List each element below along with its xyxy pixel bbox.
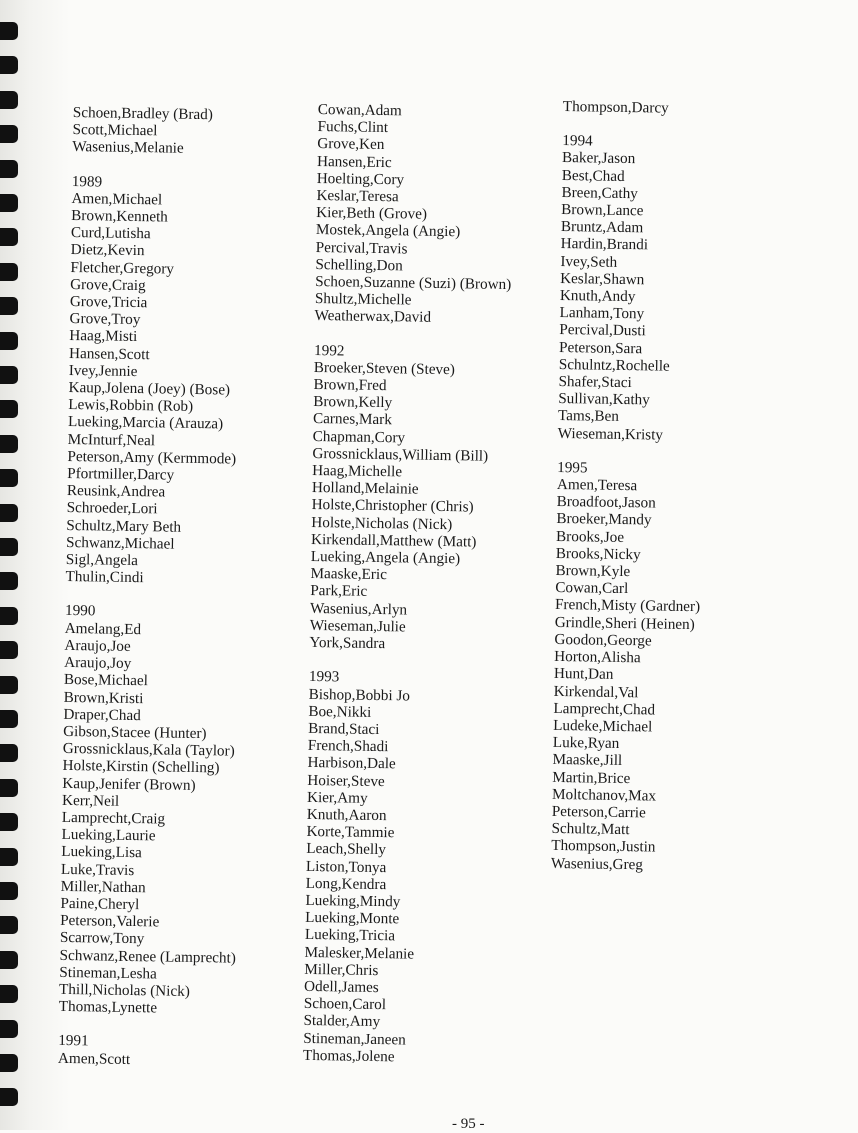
binding-coil	[0, 366, 18, 384]
year-heading: 1993	[308, 668, 340, 686]
name-entry: Wieseman,Kristy	[557, 424, 664, 444]
name-entry: Amelang,Ed	[64, 619, 142, 638]
binding-coil	[0, 710, 18, 728]
name-entry: Stineman,Janeen	[303, 1029, 406, 1049]
name-entry: Miller,Chris	[304, 960, 379, 979]
binding-coil	[0, 813, 18, 831]
name-entry: Maaske,Eric	[310, 565, 388, 584]
name-entry: Paine,Cheryl	[60, 894, 140, 914]
name-entry: Lueking,Laurie	[61, 826, 156, 845]
name-entry: Schwanz,Renee (Lamprecht)	[59, 946, 237, 967]
name-entry: Ludeke,Michael	[553, 716, 653, 736]
binding-coil	[0, 91, 18, 109]
binding-coil	[0, 332, 18, 350]
name-column-1	[58, 104, 249, 1069]
name-entry: Schultz,Matt	[551, 820, 630, 839]
name-column-3	[551, 98, 708, 874]
name-entry: Thomas,Lynette	[58, 998, 158, 1017]
name-entry: Hansen,Scott	[68, 344, 150, 363]
name-entry: Thulin,Cindi	[65, 568, 144, 587]
name-entry: Schulntz,Rochelle	[558, 355, 670, 375]
name-entry: Brown,Kristi	[63, 688, 144, 707]
name-entry: Scarrow,Tony	[59, 929, 145, 948]
name-entry: Schwanz,Michael	[65, 533, 175, 553]
binding-coil	[0, 1020, 18, 1038]
name-entry: Sullivan,Kathy	[558, 390, 650, 409]
name-entry: Kirkendal,Val	[553, 682, 639, 701]
name-entry: Schoen,Bradley (Brad)	[72, 104, 214, 124]
name-entry: Odell,James	[303, 977, 379, 997]
binding-coil	[0, 779, 18, 797]
name-entry: Leach,Shelly	[306, 840, 387, 859]
name-entry: Grove,Troy	[69, 310, 141, 329]
name-entry: Peterson,Amy (Kermmode)	[67, 447, 237, 468]
name-entry: Breen,Cathy	[561, 183, 638, 202]
name-entry: Wasenius,Arlyn	[309, 599, 408, 619]
binding-coil	[0, 125, 18, 143]
name-entry: Kerr,Neil	[61, 791, 120, 810]
binding-coil	[0, 985, 18, 1003]
name-entry: Luke,Travis	[60, 860, 135, 879]
name-entry: Lueking,Mindy	[305, 891, 401, 911]
name-entry: Brown,Fred	[313, 376, 387, 395]
name-entry: McInturf,Neal	[67, 430, 156, 449]
name-entry: Ivey,Jennie	[68, 361, 138, 380]
name-entry: Malesker,Melanie	[304, 943, 415, 963]
name-entry: Haag,Misti	[69, 327, 138, 346]
binding-coil	[0, 228, 18, 246]
binding-coil	[0, 882, 18, 900]
name-entry: Kirkendall,Matthew (Matt)	[310, 530, 477, 551]
name-entry: Cowan,Adam	[317, 101, 402, 120]
name-entry: York,Sandra	[309, 634, 386, 653]
name-entry: Grossnicklaus,William (Bill)	[312, 444, 489, 465]
name-entry: Araujo,Joy	[64, 654, 132, 673]
year-heading: 1991	[58, 1032, 89, 1050]
name-entry: Stalder,Amy	[303, 1012, 381, 1031]
name-entry: Schoen,Carol	[303, 995, 387, 1014]
year-heading: 1992	[313, 341, 345, 360]
name-entry: Peterson,Sara	[558, 338, 643, 357]
year-heading: 1990	[64, 602, 96, 620]
year-heading: 1989	[71, 172, 103, 191]
name-entry: Lueking,Marcia (Arauza)	[67, 413, 224, 433]
name-entry: Lamprecht,Craig	[61, 808, 166, 828]
name-entry: Haag,Michelle	[312, 462, 403, 481]
name-entry: Bose,Michael	[63, 671, 149, 690]
name-entry: Broadfoot,Jason	[556, 493, 656, 512]
binding-coil	[0, 297, 18, 315]
name-entry: Fletcher,Gregory	[70, 258, 175, 278]
name-entry: Chapman,Cory	[312, 427, 406, 447]
name-entry: Grove,Ken	[317, 135, 385, 154]
name-entry: Schroeder,Lori	[66, 499, 158, 518]
binding-coil	[0, 1054, 18, 1072]
name-entry: Schultz,Mary Beth	[66, 516, 182, 536]
name-entry: Harbison,Dale	[307, 754, 396, 773]
name-entry: Amen,Michael	[71, 189, 163, 209]
name-entry: Korte,Tammie	[306, 823, 395, 842]
page-number: - 95 -	[452, 1116, 485, 1132]
name-entry: Thomas,Jolene	[302, 1046, 395, 1066]
name-entry: Liston,Tonya	[305, 857, 387, 876]
name-entry: Wieseman,Julie	[309, 616, 406, 636]
name-entry: Brown,Kelly	[313, 393, 393, 412]
name-entry: Hoiser,Steve	[307, 771, 385, 790]
binding-coil	[0, 607, 18, 625]
name-entry: Draper,Chad	[63, 705, 141, 724]
binding-coil	[0, 951, 18, 969]
name-entry: Bishop,Bobbi Jo	[308, 685, 411, 705]
name-entry: French,Shadi	[307, 737, 389, 756]
binding-coil	[0, 1088, 18, 1106]
name-entry: Lueking,Angela (Angie)	[310, 548, 461, 568]
name-entry: Brown,Lance	[561, 201, 644, 220]
name-entry: Brooks,Joe	[555, 527, 625, 546]
name-entry: Percival,Dusti	[559, 321, 646, 340]
year-heading: 1994	[562, 132, 593, 150]
name-entry: Holland,Melainie	[311, 479, 419, 498]
name-entry: Reusink,Andrea	[66, 482, 166, 501]
name-entry: Schoen,Suzanne (Suzi) (Brown)	[315, 273, 512, 294]
name-entry: Ivey,Seth	[560, 252, 618, 271]
name-entry: Thompson,Darcy	[562, 98, 669, 117]
name-entry: Hardin,Brandi	[560, 235, 649, 254]
binding-coil	[0, 435, 18, 453]
name-entry: Carnes,Mark	[312, 410, 393, 429]
name-entry: Pfortmiller,Darcy	[67, 465, 175, 484]
name-entry: Knuth,Aaron	[306, 805, 387, 825]
binding-coil	[0, 194, 18, 212]
name-entry: Boe,Nikki	[308, 702, 372, 721]
binding-coil	[0, 22, 18, 40]
name-entry: Thill,Nicholas (Nick)	[58, 980, 190, 1000]
name-entry: Grove,Craig	[70, 275, 146, 294]
name-entry: Peterson,Valerie	[60, 912, 160, 931]
binding-coil	[0, 676, 18, 694]
name-entry: Dietz,Kevin	[70, 241, 145, 260]
name-entry: Fuchs,Clint	[317, 118, 389, 137]
name-entry: Broeker,Mandy	[556, 510, 652, 529]
name-entry: Wasenius,Melanie	[72, 138, 184, 158]
name-entry: Bruntz,Adam	[560, 218, 644, 237]
name-entry: Holste,Nicholas (Nick)	[311, 513, 453, 533]
name-entry: Stineman,Lesha	[59, 963, 157, 983]
name-entry: Keslar,Shawn	[560, 269, 645, 289]
name-entry: Miller,Nathan	[60, 877, 146, 896]
name-entry: Kier,Beth (Grove)	[316, 204, 428, 223]
name-entry: French,Misty (Gardner)	[554, 596, 701, 616]
name-entry: Moltchanov,Max	[551, 785, 657, 805]
name-entry: Tams,Ben	[557, 407, 620, 426]
name-entry: Sigl,Angela	[65, 551, 139, 570]
name-entry: Kaup,Jolena (Joey) (Bose)	[68, 379, 231, 399]
binding-coil	[0, 744, 18, 762]
name-entry: Shafer,Staci	[558, 373, 632, 392]
name-entry: Lueking,Monte	[305, 909, 400, 928]
name-entry: Brown,Kyle	[555, 562, 631, 581]
name-entry: Maaske,Jill	[552, 751, 623, 770]
binding-coil	[0, 572, 18, 590]
name-entry: Araujo,Joe	[64, 636, 131, 655]
name-entry: Long,Kendra	[305, 874, 387, 893]
name-entry: Luke,Ryan	[552, 734, 620, 753]
name-entry: Gibson,Stacee (Hunter)	[63, 722, 207, 743]
name-entry: Grossnicklaus,Kala (Taylor)	[62, 740, 235, 760]
binding-coil	[0, 160, 18, 178]
name-entry: Lueking,Tricia	[304, 926, 396, 945]
binding-coil	[0, 641, 18, 659]
name-entry: Park,Eric	[310, 582, 368, 601]
binding-coil	[0, 56, 18, 74]
name-entry: Peterson,Carrie	[551, 802, 646, 822]
name-entry: Grove,Tricia	[69, 293, 148, 312]
name-entry: Shultz,Michelle	[314, 290, 412, 309]
name-entry: Lanham,Tony	[559, 304, 645, 323]
spiral-binding	[0, 22, 20, 1130]
name-entry: Cowan,Carl	[555, 579, 629, 598]
name-entry: Horton,Alisha	[554, 648, 641, 667]
name-entry: Wasenius,Greg	[550, 854, 644, 873]
name-entry: Keslar,Teresa	[316, 187, 399, 206]
name-entry: Scott,Michael	[72, 121, 158, 140]
name-entry: Holste,Christopher (Chris)	[311, 496, 474, 516]
name-entry: Brown,Kenneth	[71, 207, 168, 226]
name-entry: Lamprecht,Chad	[553, 699, 656, 719]
name-entry: Lueking,Lisa	[61, 843, 142, 862]
binding-coil	[0, 916, 18, 934]
name-entry: Percival,Travis	[315, 238, 408, 258]
name-entry: Kaup,Jenifer (Brown)	[62, 774, 196, 794]
binding-coil	[0, 263, 18, 281]
name-entry: Weatherwax,David	[314, 307, 432, 327]
name-entry: Holste,Kirstin (Schelling)	[62, 757, 220, 777]
binding-coil	[0, 504, 18, 522]
name-entry: Martin,Brice	[552, 768, 631, 787]
name-entry: Amen,Scott	[57, 1049, 131, 1068]
name-entry: Grindle,Sheri (Heinen)	[554, 613, 695, 633]
name-entry: Hansen,Eric	[316, 152, 392, 171]
name-entry: Schelling,Don	[315, 255, 403, 275]
binding-coil	[0, 469, 18, 487]
binding-coil	[0, 400, 18, 418]
name-entry: Brooks,Nicky	[555, 544, 641, 564]
name-entry: Amen,Teresa	[556, 476, 638, 495]
name-entry: Knuth,Andy	[559, 287, 636, 306]
binding-coil	[0, 848, 18, 866]
name-entry: Hoelting,Cory	[316, 169, 405, 189]
name-entry: Lewis,Robbin (Rob)	[68, 396, 194, 416]
name-entry: Brand,Staci	[308, 719, 380, 738]
name-entry: Hunt,Dan	[553, 665, 614, 684]
name-entry: Curd,Lutisha	[70, 224, 151, 243]
name-entry: Mostek,Angela (Angie)	[315, 221, 461, 241]
name-entry: Kier,Amy	[306, 788, 368, 807]
binding-coil	[0, 538, 18, 556]
name-entry: Broeker,Steven (Steve)	[313, 358, 456, 379]
name-entry: Goodon,George	[554, 630, 652, 650]
name-entry: Baker,Jason	[561, 149, 636, 168]
name-column-2	[303, 101, 514, 1067]
name-entry: Best,Chad	[561, 166, 625, 185]
year-heading: 1995	[557, 458, 588, 477]
name-entry: Thompson,Justin	[551, 837, 656, 856]
